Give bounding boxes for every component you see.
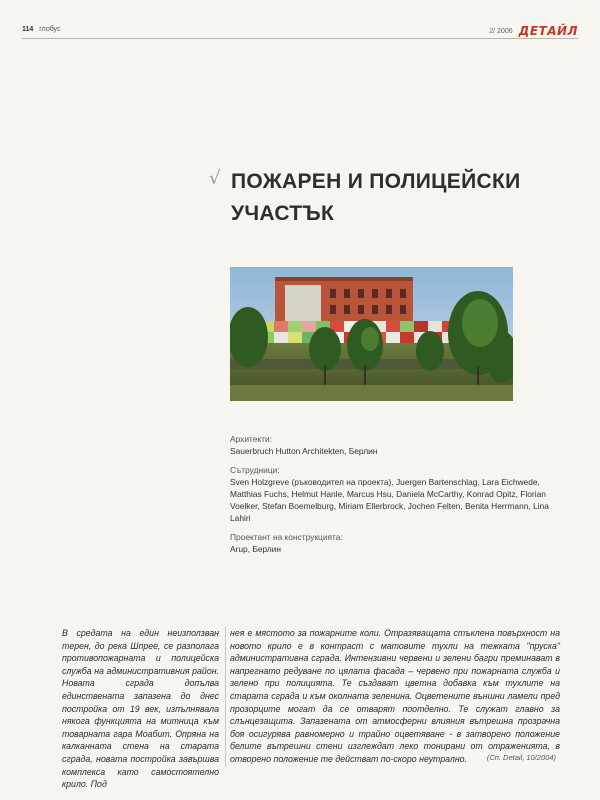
issue-number: 2/ 2006 (489, 27, 513, 35)
body-column-2 (230, 627, 560, 766)
body-paragraph-2: нея е мястото за пожарните коли. Отразяващата стъклена повърхност на новото крило е в контраст с матовите тухли на тежката "пруска" административна сграда. Интензивни червени и зелени багри преминават в напрегнато редуване по цялата фасада – червено при пожарната служба и зелено при полицията. Те създават цветна добавка към тухлите на старата сграда и към околната зеленина. Оцветените външни ламели пред прозорците могат да се отварят поотделно. Те служат главно за слънцезащита. Запазената от атмосферни влияния вътрешна прозрачна боя осигурява равномерно и трайно оцветяване - в затворено положение белите вътрешни стени изглеждат леко тонирани от отраженията, в отворено положение те действат по-скоро неутрално. (230, 628, 560, 764)
title-text (211, 166, 571, 230)
body-paragraph-1: В средата на един неизползван терен, до река Шпрее, се разполага противопожарната и полицейска служба на административния район. Новата сграда допълва единствената запазена до днес постройка от 19 век, изпълнявала някога функцията на митница към товарната гара Моабит. Опряна на калканната стена на старата сграда, новата постройка завършва комплекса като самостоятелно крило. Под (62, 628, 219, 790)
check-mark-icon: √ (209, 168, 221, 189)
structural-credit (230, 531, 570, 555)
structural-label: Проектант на конструкцията: (230, 532, 343, 542)
magazine-logo: ДЕТАЙЛ (518, 24, 578, 38)
header-rule (22, 38, 578, 39)
body-column-1 (62, 627, 219, 791)
collaborators-value: Sven Holzgreve (ръководител на проекта), Juergen Bartenschlag, Lara Eichwede, Matthias Fuchs, Helmut Hanle, Marcus Hsu, Daniela McCarthy, Konrad Opitz, Florian Voelker, Stefan Boemelburg, Miriam Ellerbrock, Jochen Felten, Benita Herrmann, Lina Lahiri (230, 477, 549, 523)
source-citation: (Сп. Detail, 10/2004) (486, 753, 556, 762)
building-photo-image (230, 267, 513, 401)
column-divider (225, 627, 226, 767)
collaborators-credit (230, 464, 570, 524)
page-number: 114 (22, 26, 34, 33)
page-header (22, 24, 578, 40)
title-line-2: УЧАСТЪК (231, 202, 335, 225)
header-right (489, 24, 578, 38)
architects-credit (230, 433, 570, 457)
structural-value: Arup, Берлин (230, 544, 282, 554)
article-title (211, 166, 571, 230)
section-name: глобус (39, 26, 61, 33)
header-left (22, 26, 60, 33)
building-photo (230, 267, 513, 401)
collaborators-label: Сътрудници: (230, 465, 280, 475)
title-line-1: ПОЖАРЕН И ПОЛИЦЕЙСКИ (231, 170, 521, 193)
architects-label: Архитекти: (230, 434, 273, 444)
architects-value: Sauerbruch Hutton Architekten, Берлин (230, 446, 378, 456)
credits-block (230, 433, 570, 562)
